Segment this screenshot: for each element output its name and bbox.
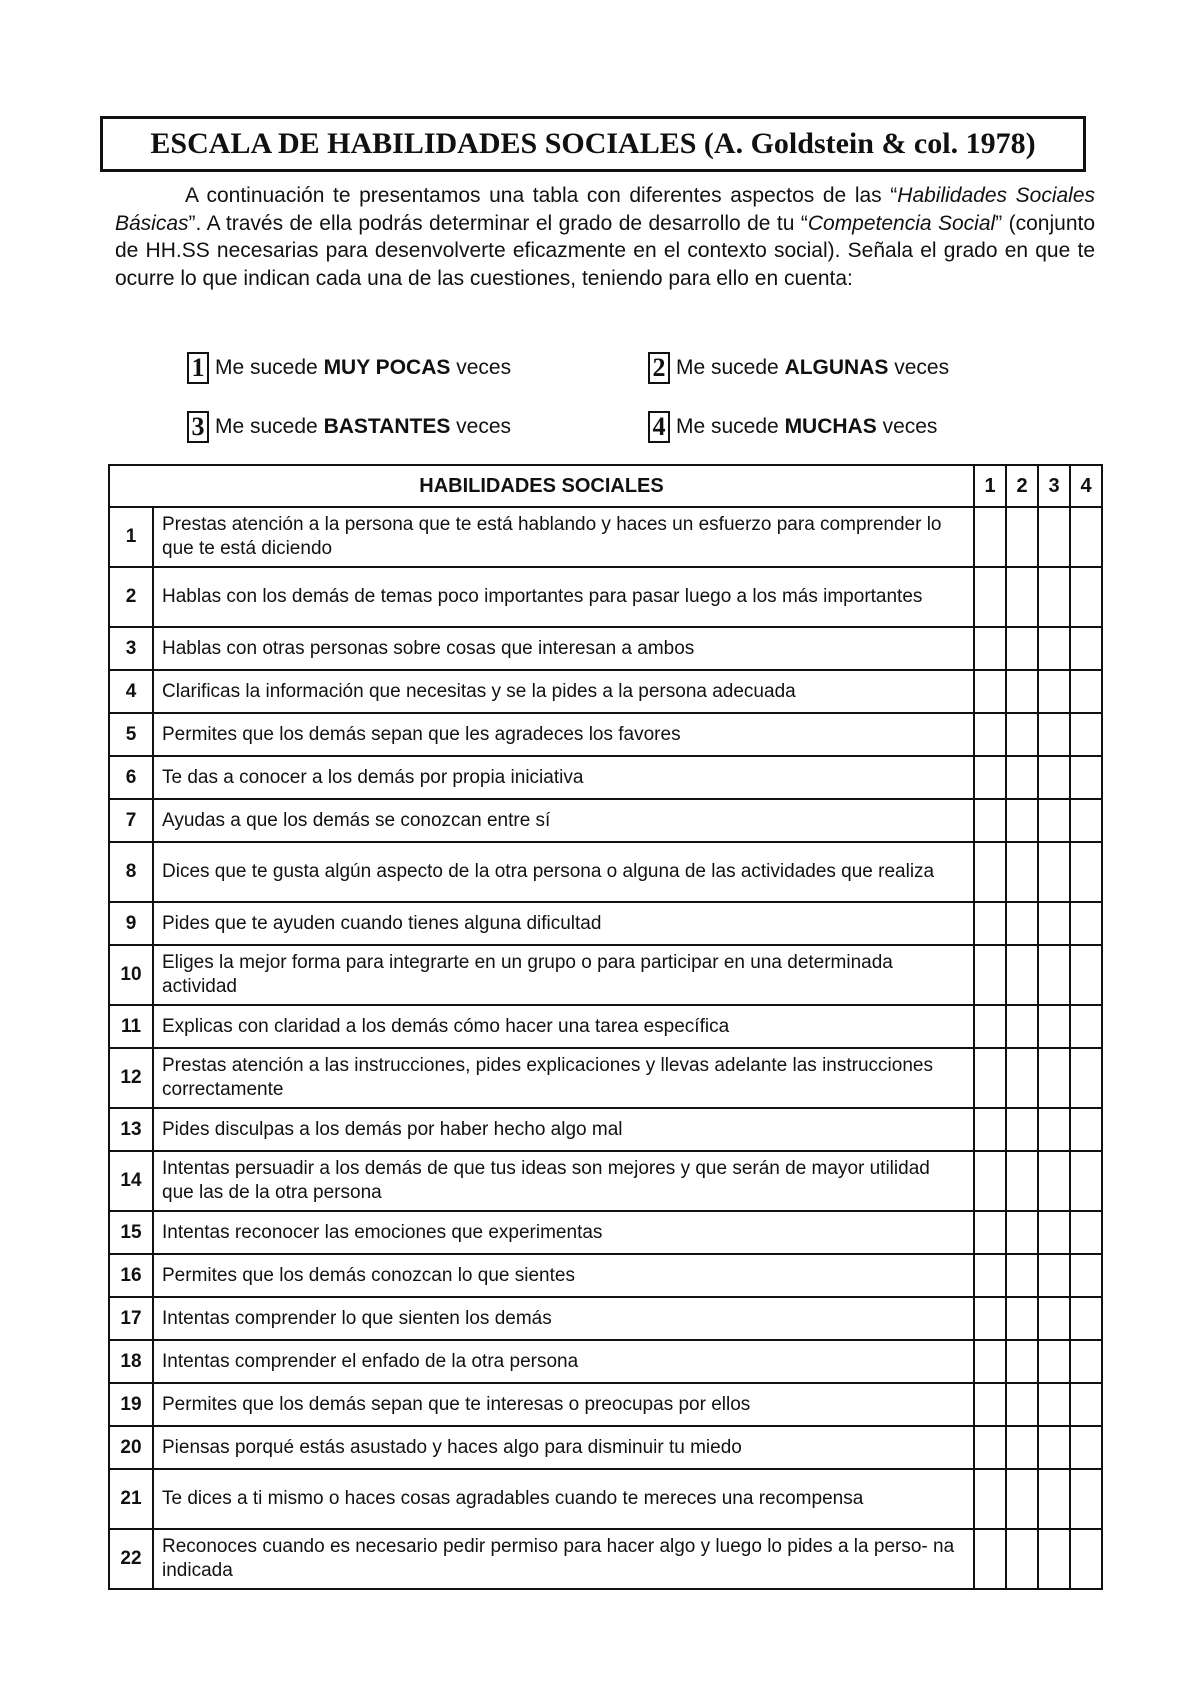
- intro-paragraph: [115, 182, 1095, 292]
- rating-cell-4[interactable]: [1070, 902, 1102, 945]
- item-text: Eliges la mejor forma para integrarte en un grupo o para participar en una determinada actividad: [153, 945, 974, 1005]
- item-text: Permites que los demás sepan que les agradeces los favores: [153, 713, 974, 756]
- rating-cell-3[interactable]: [1038, 507, 1070, 567]
- legend-text: Me sucede ALGUNAS veces: [676, 356, 950, 379]
- legend-number: 4: [648, 411, 670, 443]
- table-row: [109, 1340, 1102, 1383]
- legend-item-3: [187, 411, 511, 443]
- table-row: [109, 1254, 1102, 1297]
- table-row: [109, 1211, 1102, 1254]
- item-number: 9: [109, 902, 153, 945]
- rating-cell-1[interactable]: [974, 1469, 1006, 1529]
- table-row: [109, 670, 1102, 713]
- rating-cell-4[interactable]: [1070, 567, 1102, 627]
- item-text: Intentas reconocer las emociones que experimentas: [153, 1211, 974, 1254]
- item-text: Prestas atención a la persona que te está hablando y haces un esfuerzo para comprender lo que te está diciendo: [153, 507, 974, 567]
- rating-cell-2[interactable]: [1006, 1254, 1038, 1297]
- item-number: 8: [109, 842, 153, 902]
- item-number: 6: [109, 756, 153, 799]
- rating-cell-1[interactable]: [974, 1297, 1006, 1340]
- table-row: [109, 842, 1102, 902]
- rating-cell-3[interactable]: [1038, 1529, 1070, 1589]
- rating-cell-2[interactable]: [1006, 567, 1038, 627]
- intro-text-1: A continuación te presentamos una tabla con diferentes aspectos de las “: [185, 184, 898, 207]
- legend-number: 1: [187, 352, 209, 384]
- rating-cell-4[interactable]: [1070, 1005, 1102, 1048]
- rating-cell-3[interactable]: [1038, 1254, 1070, 1297]
- rating-cell-1[interactable]: [974, 756, 1006, 799]
- rating-cell-1[interactable]: [974, 1529, 1006, 1589]
- rating-cell-3[interactable]: [1038, 1426, 1070, 1469]
- legend-item-1: [187, 352, 511, 384]
- item-text: Permites que los demás conozcan lo que sientes: [153, 1254, 974, 1297]
- item-text: Permites que los demás sepan que te interesas o preocupas por ellos: [153, 1383, 974, 1426]
- item-text: Pides disculpas a los demás por haber hecho algo mal: [153, 1108, 974, 1151]
- legend-item-2: [648, 352, 949, 384]
- item-text: Hablas con los demás de temas poco importantes para pasar luego a los más importantes: [153, 567, 974, 627]
- rating-cell-4[interactable]: [1070, 799, 1102, 842]
- rating-cell-2[interactable]: [1006, 799, 1038, 842]
- table-row: [109, 1469, 1102, 1529]
- rating-cell-1[interactable]: [974, 842, 1006, 902]
- rating-cell-2[interactable]: [1006, 670, 1038, 713]
- rating-cell-4[interactable]: [1070, 1469, 1102, 1529]
- rating-cell-3[interactable]: [1038, 1151, 1070, 1211]
- rating-cell-2[interactable]: [1006, 1108, 1038, 1151]
- item-number: 20: [109, 1426, 153, 1469]
- rating-cell-2[interactable]: [1006, 713, 1038, 756]
- table-row: [109, 713, 1102, 756]
- rating-cell-4[interactable]: [1070, 1254, 1102, 1297]
- legend-item-4: [648, 411, 937, 443]
- column-header-1: 1: [974, 465, 1006, 507]
- column-header-4: 4: [1070, 465, 1102, 507]
- table-row: [109, 507, 1102, 567]
- rating-cell-3[interactable]: [1038, 799, 1070, 842]
- rating-cell-3[interactable]: [1038, 1383, 1070, 1426]
- rating-cell-1[interactable]: [974, 713, 1006, 756]
- table-row: [109, 1005, 1102, 1048]
- item-number: 3: [109, 627, 153, 670]
- intro-text-3: ” (conjunto de HH.SS necesarias para desenvolverte eficazmente en el contexto social). Señala el grado en que te ocurre lo que indican cada una de las cuestiones, teniendo para ello en cuenta:: [115, 211, 1096, 290]
- item-number: 11: [109, 1005, 153, 1048]
- page-title: ESCALA DE HABILIDADES SOCIALES (A. Goldstein & col. 1978): [100, 116, 1086, 172]
- legend-text: Me sucede BASTANTES veces: [215, 415, 512, 438]
- table-row: [109, 1297, 1102, 1340]
- table-row: [109, 627, 1102, 670]
- rating-cell-3[interactable]: [1038, 670, 1070, 713]
- item-number: 21: [109, 1469, 153, 1529]
- rating-cell-1[interactable]: [974, 1151, 1006, 1211]
- rating-cell-2[interactable]: [1006, 1469, 1038, 1529]
- rating-cell-1[interactable]: [974, 902, 1006, 945]
- rating-cell-2[interactable]: [1006, 1340, 1038, 1383]
- rating-cell-4[interactable]: [1070, 756, 1102, 799]
- rating-cell-3[interactable]: [1038, 713, 1070, 756]
- item-text: Ayudas a que los demás se conozcan entre sí: [153, 799, 974, 842]
- rating-cell-2[interactable]: [1006, 1151, 1038, 1211]
- item-text: Pides que te ayuden cuando tienes alguna dificultad: [153, 902, 974, 945]
- rating-cell-4[interactable]: [1070, 945, 1102, 1005]
- rating-cell-1[interactable]: [974, 1108, 1006, 1151]
- table-row: [109, 1383, 1102, 1426]
- rating-cell-4[interactable]: [1070, 1108, 1102, 1151]
- rating-cell-2[interactable]: [1006, 1383, 1038, 1426]
- table-row: [109, 756, 1102, 799]
- rating-cell-3[interactable]: [1038, 902, 1070, 945]
- rating-cell-2[interactable]: [1006, 902, 1038, 945]
- item-text: Te dices a ti mismo o haces cosas agradables cuando te mereces una recompensa: [153, 1469, 974, 1529]
- rating-cell-3[interactable]: [1038, 1340, 1070, 1383]
- rating-cell-4[interactable]: [1070, 1048, 1102, 1108]
- rating-cell-3[interactable]: [1038, 1048, 1070, 1108]
- item-number: 22: [109, 1529, 153, 1589]
- rating-cell-2[interactable]: [1006, 945, 1038, 1005]
- item-number: 14: [109, 1151, 153, 1211]
- item-text: Te das a conocer a los demás por propia iniciativa: [153, 756, 974, 799]
- item-number: 16: [109, 1254, 153, 1297]
- rating-cell-2[interactable]: [1006, 1529, 1038, 1589]
- item-text: Clarificas la información que necesitas y se la pides a la persona adecuada: [153, 670, 974, 713]
- rating-cell-2[interactable]: [1006, 1297, 1038, 1340]
- rating-cell-1[interactable]: [974, 1254, 1006, 1297]
- rating-cell-3[interactable]: [1038, 627, 1070, 670]
- table-row: [109, 1529, 1102, 1589]
- rating-cell-1[interactable]: [974, 1340, 1006, 1383]
- rating-cell-3[interactable]: [1038, 1211, 1070, 1254]
- item-text: Prestas atención a las instrucciones, pides explicaciones y llevas adelante las instrucciones correctamente: [153, 1048, 974, 1108]
- rating-cell-1[interactable]: [974, 799, 1006, 842]
- rating-cell-2[interactable]: [1006, 1005, 1038, 1048]
- rating-cell-4[interactable]: [1070, 1383, 1102, 1426]
- table-row: [109, 799, 1102, 842]
- rating-cell-3[interactable]: [1038, 756, 1070, 799]
- rating-cell-2[interactable]: [1006, 1426, 1038, 1469]
- column-header-2: 2: [1006, 465, 1038, 507]
- rating-cell-1[interactable]: [974, 670, 1006, 713]
- rating-cell-1[interactable]: [974, 1426, 1006, 1469]
- intro-italic-1: Habilidades Sociales Básicas: [115, 184, 1096, 235]
- item-text: Piensas porqué estás asustado y haces algo para disminuir tu miedo: [153, 1426, 974, 1469]
- table-header-row: [109, 465, 1102, 507]
- rating-cell-4[interactable]: [1070, 1426, 1102, 1469]
- rating-cell-4[interactable]: [1070, 1529, 1102, 1589]
- legend-text: Me sucede MUCHAS veces: [676, 415, 938, 438]
- rating-cell-2[interactable]: [1006, 1211, 1038, 1254]
- rating-cell-3[interactable]: [1038, 567, 1070, 627]
- item-text: Dices que te gusta algún aspecto de la otra persona o alguna de las actividades que realiza: [153, 842, 974, 902]
- table-row: [109, 1426, 1102, 1469]
- rating-cell-2[interactable]: [1006, 627, 1038, 670]
- item-number: 1: [109, 507, 153, 567]
- rating-cell-4[interactable]: [1070, 1340, 1102, 1383]
- rating-cell-3[interactable]: [1038, 1297, 1070, 1340]
- rating-cell-2[interactable]: [1006, 507, 1038, 567]
- item-number: 15: [109, 1211, 153, 1254]
- item-number: 13: [109, 1108, 153, 1151]
- rating-cell-4[interactable]: [1070, 1151, 1102, 1211]
- rating-cell-3[interactable]: [1038, 1108, 1070, 1151]
- item-number: 18: [109, 1340, 153, 1383]
- rating-cell-4[interactable]: [1070, 507, 1102, 567]
- legend-number: 2: [648, 352, 670, 384]
- rating-cell-3[interactable]: [1038, 1005, 1070, 1048]
- item-number: 12: [109, 1048, 153, 1108]
- column-header-3: 3: [1038, 465, 1070, 507]
- rating-cell-3[interactable]: [1038, 1469, 1070, 1529]
- table-row: [109, 1151, 1102, 1211]
- skills-table: [108, 464, 1103, 1590]
- rating-cell-1[interactable]: [974, 1005, 1006, 1048]
- table-row: [109, 567, 1102, 627]
- rating-cell-4[interactable]: [1070, 842, 1102, 902]
- table-row: [109, 902, 1102, 945]
- rating-cell-1[interactable]: [974, 945, 1006, 1005]
- rating-cell-3[interactable]: [1038, 945, 1070, 1005]
- item-text: Hablas con otras personas sobre cosas que interesan a ambos: [153, 627, 974, 670]
- item-number: 2: [109, 567, 153, 627]
- legend-text: Me sucede MUY POCAS veces: [215, 356, 512, 379]
- legend-number: 3: [187, 411, 209, 443]
- rating-cell-1[interactable]: [974, 1383, 1006, 1426]
- rating-cell-3[interactable]: [1038, 842, 1070, 902]
- item-number: 5: [109, 713, 153, 756]
- rating-cell-1[interactable]: [974, 1048, 1006, 1108]
- table-row: [109, 945, 1102, 1005]
- intro-text-2: ”. A través de ella podrás determinar el grado de desarrollo de tu “: [188, 211, 808, 235]
- table-header-title: HABILIDADES SOCIALES: [109, 465, 974, 507]
- rating-cell-4[interactable]: [1070, 1211, 1102, 1254]
- item-text: Explicas con claridad a los demás cómo hacer una tarea específica: [153, 1005, 974, 1048]
- item-text: Intentas persuadir a los demás de que tus ideas son mejores y que serán de mayor utilidad que las de la otra persona: [153, 1151, 974, 1211]
- table-row: [109, 1048, 1102, 1108]
- rating-cell-2[interactable]: [1006, 842, 1038, 902]
- rating-cell-4[interactable]: [1070, 670, 1102, 713]
- rating-cell-4[interactable]: [1070, 627, 1102, 670]
- rating-cell-4[interactable]: [1070, 1297, 1102, 1340]
- item-number: 10: [109, 945, 153, 1005]
- item-number: 4: [109, 670, 153, 713]
- item-number: 7: [109, 799, 153, 842]
- table-row: [109, 1108, 1102, 1151]
- rating-cell-1[interactable]: [974, 507, 1006, 567]
- item-number: 19: [109, 1383, 153, 1426]
- rating-cell-1[interactable]: [974, 567, 1006, 627]
- rating-cell-4[interactable]: [1070, 713, 1102, 756]
- item-text: Reconoces cuando es necesario pedir permiso para hacer algo y luego lo pides a la perso- na indicada: [153, 1529, 974, 1589]
- item-number: 17: [109, 1297, 153, 1340]
- item-text: Intentas comprender lo que sienten los demás: [153, 1297, 974, 1340]
- intro-italic-2: Competencia Social: [807, 211, 996, 235]
- rating-cell-2[interactable]: [1006, 756, 1038, 799]
- rating-cell-2[interactable]: [1006, 1048, 1038, 1108]
- rating-cell-1[interactable]: [974, 627, 1006, 670]
- item-text: Intentas comprender el enfado de la otra persona: [153, 1340, 974, 1383]
- rating-cell-1[interactable]: [974, 1211, 1006, 1254]
